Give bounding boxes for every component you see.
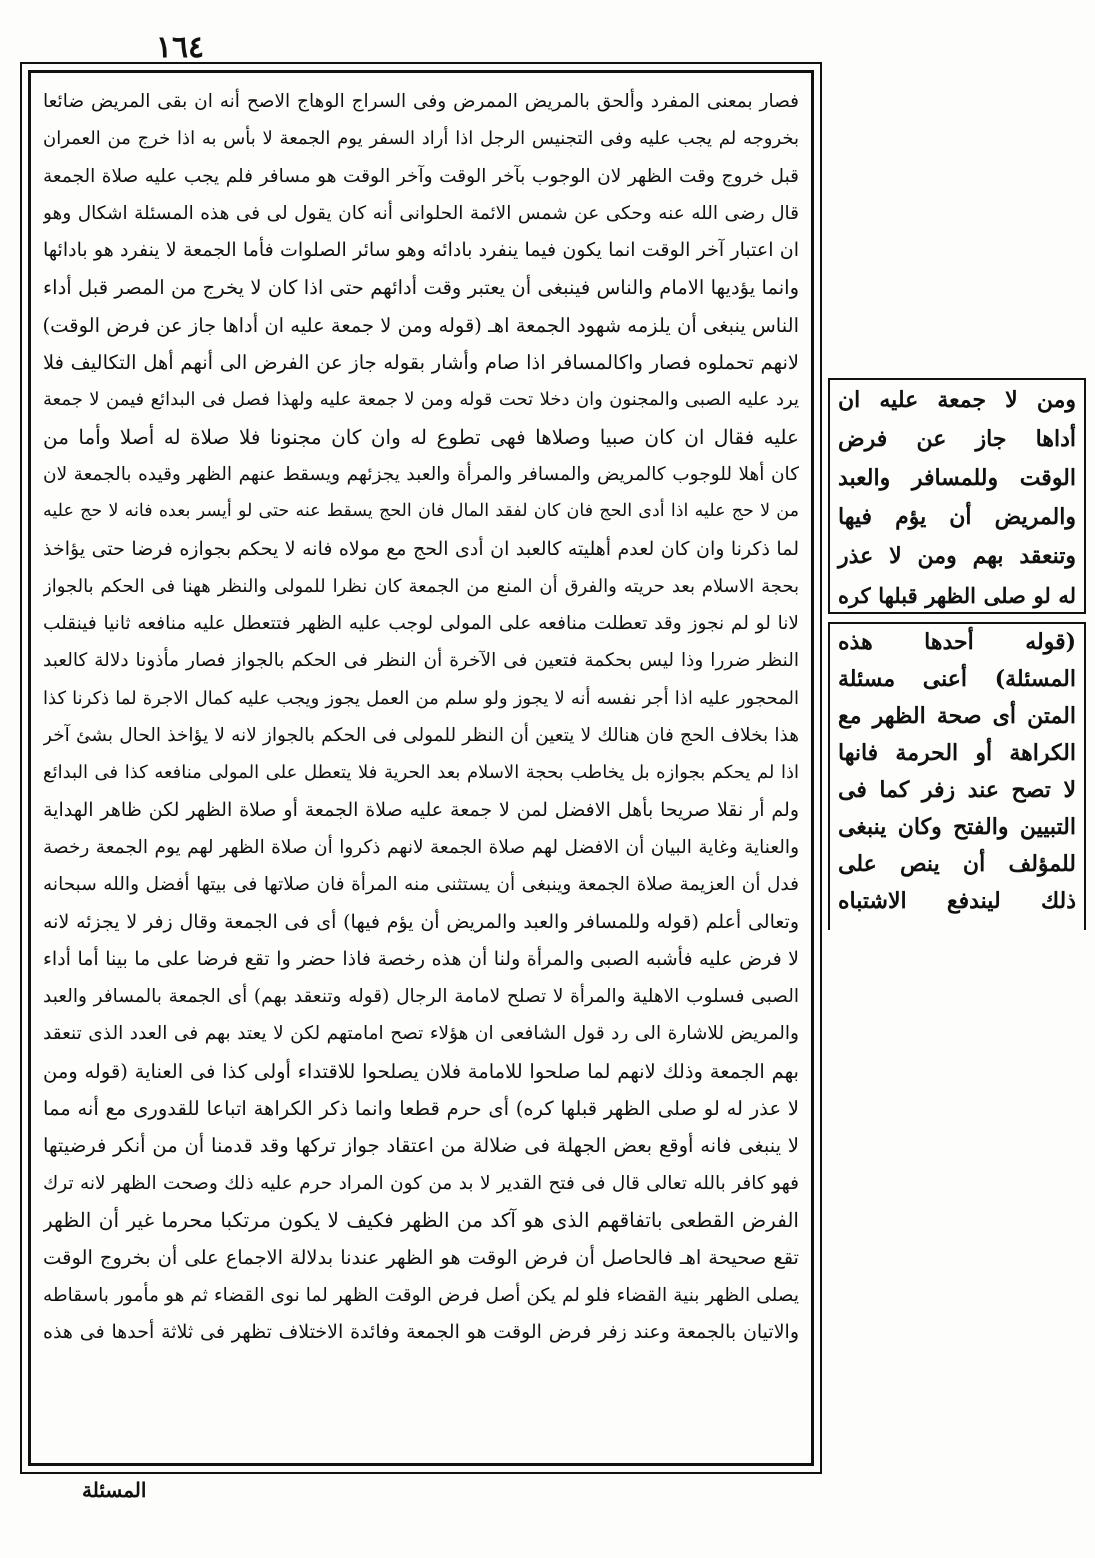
- text-line: الصبى فسلوب الاهلية والمرأة لا تصلح لامامة الرجال (قوله وتنعقد بهم) أى الجمعة بالمسافر والعبد: [43, 986, 799, 1008]
- text-line: يصلى الظهر بنية القضاء فلو لم يكن أصل فرض الوقت الظهر لما نوى القضاء ثم هو مأمور باسقاطه: [43, 1284, 799, 1306]
- margin-line: والمريض أن يؤم فيها: [838, 504, 1076, 530]
- text-line: يرد عليه الصبى والمجنون وان دخلا تحت قوله ومن لا جمعة عليه ولهذا فصل فى البدائع فيمن لا جمعة: [43, 389, 799, 411]
- text-line: كان أهلا للوجوب كالمريض والمسافر والمرأة والعبد يجزئهم ويسقط عنهم الظهر وقيده بالجمعة لان: [43, 463, 799, 485]
- margin-line: ذلك ليندفع الاشتباه: [838, 888, 1076, 914]
- margin-line: (قوله أحدها هذه: [838, 629, 1076, 655]
- text-line: بهم الجمعة وذلك لانهم لما صلحوا للامامة فلان يصلحوا للاقتداء أولى كذا فى العناية (قوله ومن: [43, 1059, 799, 1083]
- text-line: النظر ضررا وذا ليس بحكمة فتعين فى الآخرة أن النظر فى الحكم بالجواز فصار مأذونا دلالة كالعبد: [43, 650, 799, 672]
- text-line: والمريض للاشارة الى رد قول الشافعى ان هؤلاء تصح امامتهم لكن لا يعتد بهم فى العدد الذى تنعقد: [43, 1023, 799, 1045]
- text-line: لا ينبغى فانه أوقع بعض الجهلة فى ضلالة من اعتقاد جواز تركها وقد قدمنا أن من أنكر فرضيتها: [43, 1134, 799, 1158]
- text-line: من لا حج عليه اذا أدى الحج فان كان لفقد المال فان الحج يسقط عنه حتى لو أيسر بعده فانه لا حج عليه: [43, 501, 799, 522]
- margin-line: للمؤلف أن ينص على: [838, 851, 1076, 877]
- page-number: ١٦٤: [155, 30, 205, 65]
- margin-line: التبيين والفتح وكان ينبغى: [838, 814, 1076, 840]
- main-text-body: [31, 73, 811, 1351]
- margin-line: الوقت وللمسافر والعبد: [838, 465, 1076, 491]
- text-line: اذا لم يحكم بجوازه بل يخاطب بحجة الاسلام بعد الحرية فلا يتعطل على المولى منافعه كذا فى البدائع: [43, 762, 799, 784]
- text-line: فهو كافر بالله تعالى قال فى فتح القدير لا بد من كون المراد حرم عليه ذلك وصحت الظهر لانه ترك: [43, 1172, 799, 1194]
- text-line: هذا بخلاف الحج فان هنالك لا يتعين أن النظر للمولى فى الحكم بالجواز لانه لا يؤاخذ الحال بشئ آخر: [43, 725, 799, 747]
- margin-line: الكراهة أو الحرمة فانها: [838, 740, 1076, 766]
- margin-line: ومن لا جمعة عليه ان: [838, 387, 1076, 413]
- catchword: المسئلة: [82, 1478, 147, 1502]
- margin-note-matn: [828, 378, 1086, 614]
- text-line: قال رضى الله عنه وحكى عن شمس الائمة الحلوانى أنه كان يقول لى فى هذه المسئلة اشكال وهو: [43, 202, 799, 224]
- text-line: والاتيان بالجمعة وعند زفر فرض الوقت هو الجمعة وفائدة الاختلاف تظهر فى ثلاثة أحدها فى هذه: [43, 1320, 799, 1343]
- text-line: لا فرض عليه فأشبه الصبى والمرأة ولنا أن هذه رخصة فاذا حضر وا تقع فرضا على ما بينا أما أداء: [43, 947, 799, 970]
- text-line: فصار بمعنى المفرد وألحق بالمريض الممرض وفى السراج الوهاج الاصح أنه ان بقى المريض ضائعا: [43, 91, 799, 112]
- text-line: الناس ينبغى أن يلزمه شهود الجمعة اهـ (قوله ومن لا جمعة عليه ان أداها جاز عن فرض الوقت): [43, 313, 799, 337]
- text-line: لما ذكرنا وان كان لعدم أهليته كالعبد ان أدى الحج مع مولاه فانه لا يحكم بجوازه فرضا حتى يؤاخذ: [43, 537, 799, 560]
- text-line: المحجور عليه اذا أجر نفسه أنه لا يجوز ولو سلم من العمل يجوز ويجب عليه كمال الاجرة لما ذكرنا كذا: [43, 687, 799, 709]
- text-line: ولم أر نقلا صريحا بأهل الافضل لمن لا جمعة عليه صلاة الجمعة أو صلاة الظهر لكن ظاهر الهداية: [43, 798, 799, 821]
- margin-line: وتنعقد بهم ومن لا عذر: [838, 543, 1076, 569]
- text-line: لا عذر له لو صلى الظهر قبلها كره) أى حرم قطعا وانما ذكر الكراهة اتباعا للقدورى مع أنه مما: [43, 1097, 799, 1121]
- text-line: ان اعتبار آخر الوقت انما يكون فيما ينفرد بادائه وهو سائر الصلوات فأما الجمعة لا ينفرد هو بادائها: [43, 239, 799, 262]
- text-line: عليه فقال ان كان صبيا وصلاها فهى تطوع له وان كان مجنونا فلا صلاة له أصلا وأما من: [43, 424, 799, 449]
- text-line: فدل أن العزيمة صلاة الجمعة وينبغى أن يستثنى منه المرأة فان صلاتها فى بيتها أفضل والله سبحانه: [43, 874, 799, 896]
- text-line: بحجة الاسلام بعد حريته والفرق أن المنع من الجمعة كان نظرا للمولى والنظر ههنا فى الحكم بالجواز: [43, 575, 799, 597]
- text-line: وانما يؤديها الامام والناس فينبغى أن يعتبر وقت أدائهم حتى اذا كان لا يخرج من المصر قبل أداء: [43, 276, 799, 300]
- margin-line: المسئلة) أعنى مسئلة: [838, 666, 1076, 692]
- text-line: لانهم تحملوه فصار واكالمسافر اذا صام وأشار بقوله جاز عن الفرض الى أنهم أهل التكاليف فلا: [43, 351, 799, 375]
- margin-note-commentary: [828, 622, 1086, 930]
- text-line: الفرض القطعى باتفاقهم الذى هو آكد من الظهر فكيف لا يكون مرتكبا محرما غير أن الظهر: [43, 1207, 799, 1232]
- text-line: تقع صحيحة اهـ فالحاصل أن فرض الوقت هو الظهر عندنا بدلالة الاجماع على أن بخروج الوقت: [43, 1246, 799, 1270]
- main-text-frame: [20, 62, 822, 1474]
- text-line: قبل خروج وقت الظهر لان الوجوب بآخر الوقت وآخر الوقت هو مسافر فلم يجب عليه صلاة الجمعة: [43, 165, 799, 187]
- text-line: لانا لو لم نجوز وقد تعطلت منافعه على المولى لوجب عليه الظهر فتتعطل عليه منافعه ثانيا فينقلب: [43, 613, 799, 635]
- text-line: بخروجه لم يجب عليه وفى التجنيس الرجل اذا أراد السفر يوم الجمعة لا بأس به اذا خرج من العمران: [43, 128, 799, 150]
- margin-line: له لو صلى الظهر قبلها كره: [838, 583, 1076, 608]
- margin-line: أداها جاز عن فرض: [838, 426, 1076, 452]
- margin-line: لا تصح عند زفر كما فى: [838, 777, 1076, 803]
- text-line: وتعالى أعلم (قوله وللمسافر والعبد والمريض أن يؤم فيها) أى فى الجمعة وقال زفر لا يجزئه لانه: [43, 910, 799, 933]
- margin-line: المتن أى صحة الظهر مع: [838, 703, 1076, 729]
- text-line: والعناية وغاية البيان أن الافضل لهم صلاة الجمعة لانهم ذكروا أن صلاة الظهر لهم يوم الجمعة رخصة: [43, 836, 799, 858]
- main-text-inner-border: [28, 70, 814, 1466]
